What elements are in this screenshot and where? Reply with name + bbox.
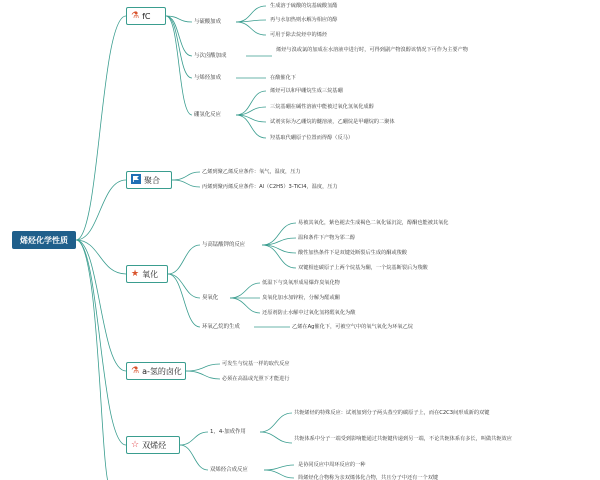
- leaf-text: 乙烯在Ag催化下，可被空气中的氧气氧化为环氧乙烷: [292, 324, 413, 330]
- branch-diene[interactable]: ☆ 双烯烃: [126, 436, 180, 454]
- star-icon: ★: [131, 268, 140, 279]
- leaf-text: 是协同反应中周环反应的一种: [298, 462, 366, 468]
- leaf-text: 酸性加热条件下是双键处断裂后生成的酮或羧酸: [298, 250, 407, 256]
- reaction-icon: ⚗: [131, 365, 140, 376]
- node-14-addition: 1，4-加成作用: [210, 429, 246, 435]
- star-outline-icon: ☆: [131, 439, 140, 450]
- leaf-text: 三烷基硼在碱性溶液中能被过氧化氢氧化成醇: [270, 104, 374, 110]
- node-hypohalous-addition: 与次卤酸加成: [194, 53, 227, 59]
- leaf-text: 再与水加热则水解为相应的醇: [270, 17, 338, 23]
- leaf-text: 简烯烃化合物称为亲双烯体化合物，共且分子中还有一个双键: [298, 475, 439, 480]
- flag-icon: [131, 174, 141, 187]
- leaf-text: 还原剂防止水解中过氧化氢将醛氧化为酸: [262, 310, 356, 316]
- node-ethylene-oxide: 环氧乙烷的生成: [202, 324, 240, 330]
- leaf-text: 共轭体系中分子一端受到影响能通过共轭键传递到另一端，不论共轭体系有多长，叫做共轭效应: [294, 436, 512, 442]
- leaf-text: 试剂实际为乙硼烷的醚溶液，乙硼烷是甲硼烷的二聚体: [270, 119, 395, 125]
- node-ozonolysis: 臭氧化: [202, 295, 219, 301]
- leaf-text: 必须在高温或光照下才能进行: [222, 376, 290, 382]
- leaf-text: 可用于除去烷烃中的烯烃: [270, 32, 328, 38]
- leaf-text: 丙烯到聚丙烯反应条件：Al（C2H5）3-TiCl4，温度，压力: [202, 184, 338, 190]
- leaf-text: 温和条件下产物为邻二醇: [298, 235, 356, 241]
- leaf-text: 乙烯到聚乙烯反应条件：氧气，温度，压力: [202, 169, 301, 175]
- branch-polymerization[interactable]: 聚合: [126, 171, 172, 189]
- branch-fc[interactable]: ⚗ fC: [126, 7, 166, 25]
- node-diene-synthesis: 双烯烃合成反应: [210, 467, 248, 473]
- branch-alpha-halogenation[interactable]: ⚗ a-氢的卤化: [126, 362, 186, 380]
- leaf-text: 在酸催化下: [270, 75, 296, 81]
- leaf-text: 生成溶于硫酸的烷基硫酸氢酯: [270, 3, 338, 9]
- node-alkene-addition: 与烯烃加成: [194, 75, 221, 81]
- leaf-text: 烯烃可以和甲硼烷生成三烷基硼: [270, 88, 343, 94]
- node-permanganate: 与高锰酸钾的反应: [202, 242, 246, 248]
- leaf-text: 臭氧化加水加锌粉，分解为醛或酮: [262, 295, 340, 301]
- branch-oxidation[interactable]: ★ 氧化: [126, 265, 168, 283]
- leaf-text: 双键相连碳原子上两个烷基为酮，一个烷基断裂后为羧酸: [298, 265, 428, 271]
- leaf-text: 烯烃与溴或氯的加成在水溶液中进行时，可得到副产物溴醇该情况下可作为主要产物: [276, 47, 468, 53]
- leaf-text: 低温下与臭氧形成易爆炸臭氧化物: [262, 280, 340, 286]
- leaf-text: 共轭烯烃的特殊反应：试剂加到分子两头蒸空的碳原子上，而在C2C3间形成新的双键: [294, 410, 490, 416]
- node-hydroboration: 硼氢化反应: [194, 112, 221, 118]
- leaf-text: 羟基取代硼原子位置而得醇（反马）: [270, 135, 354, 141]
- leaf-text: 易被其氧化，紫色褪去生成褐色二氧化锰沉淀，醇酮也能被其氧化: [298, 220, 449, 226]
- reaction-icon: ⚗: [131, 10, 140, 21]
- root-node[interactable]: 烯烃化学性质: [12, 231, 76, 249]
- leaf-text: 可发生与烷基一样的取代反应: [222, 361, 290, 367]
- node-sulfuric-addition: 与硫酸加成: [194, 19, 221, 25]
